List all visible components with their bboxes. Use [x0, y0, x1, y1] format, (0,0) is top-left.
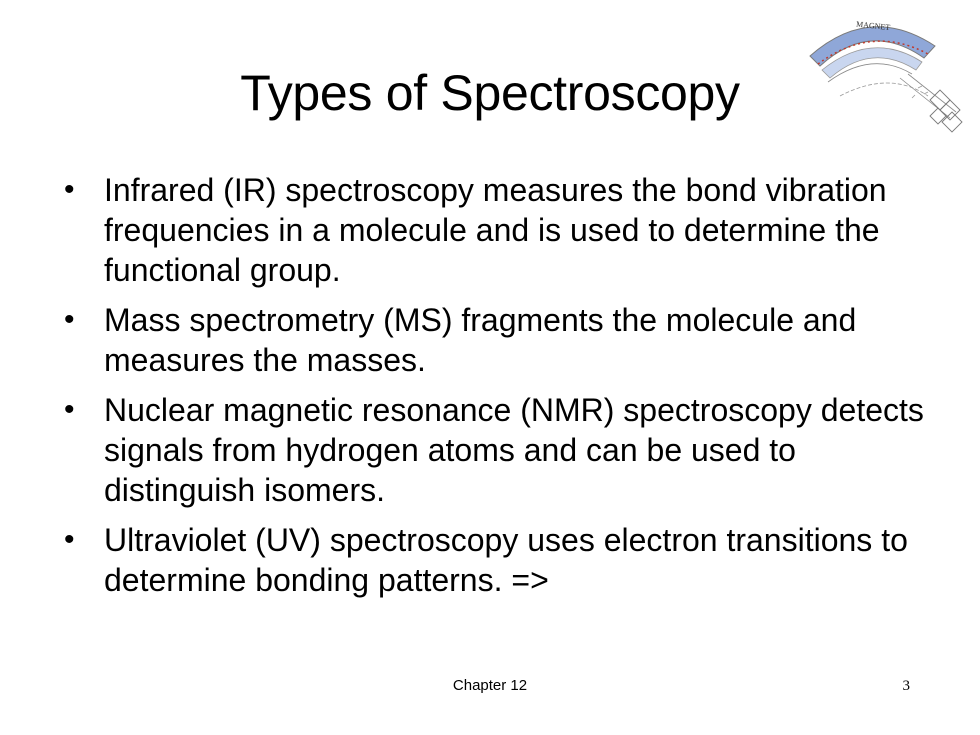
- bullet-marker: •: [64, 173, 75, 206]
- bullet-item: [64, 300, 934, 380]
- slide-title: Types of Spectroscopy: [240, 65, 740, 121]
- bullet-item: [64, 390, 934, 510]
- bullet-text: Nuclear magnetic resonance (NMR) spectroscopy detects signals from hydrogen atoms and can be used to distinguish isomers.: [104, 392, 924, 508]
- bullet-text: Ultraviolet (UV) spectroscopy uses electron transitions to determine bonding patterns. =>: [104, 522, 908, 598]
- bullet-marker: •: [64, 523, 75, 556]
- footer-chapter: Chapter 12: [452, 677, 528, 694]
- bullet-marker: •: [64, 393, 75, 426]
- page-number: 3: [902, 678, 910, 694]
- magnet-logo-icon: [800, 8, 965, 148]
- bullet-marker: •: [64, 303, 75, 336]
- bullet-item: [64, 170, 934, 290]
- bullet-item: [64, 520, 934, 600]
- bullet-text: Mass spectrometry (MS) fragments the molecule and measures the masses.: [104, 302, 857, 378]
- bullet-list: [64, 170, 934, 610]
- logo-label: MAGNET: [855, 19, 891, 33]
- bullet-text: Infrared (IR) spectroscopy measures the bond vibration frequencies in a molecule and is used to determine the functional group.: [104, 172, 887, 288]
